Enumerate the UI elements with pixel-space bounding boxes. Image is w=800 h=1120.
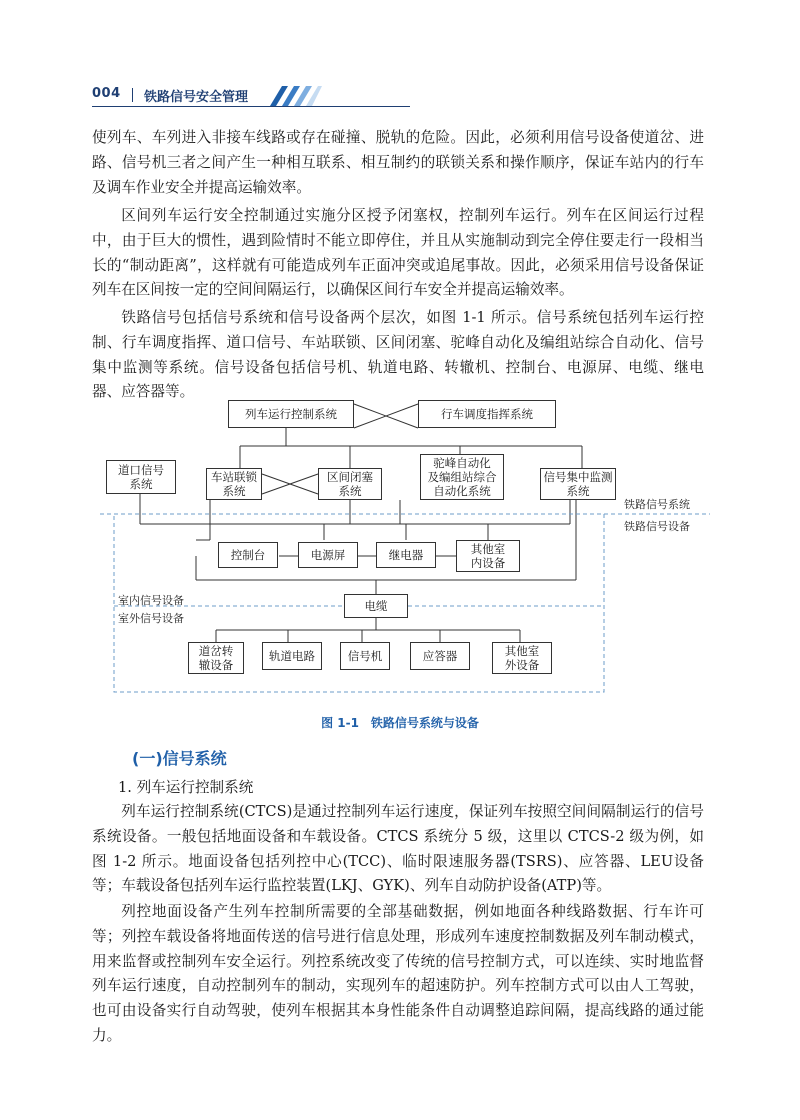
label-signal-system: 铁路信号系统: [624, 498, 690, 511]
header-stripes-icon: [262, 86, 322, 106]
box-other-outdoor: 其他室 外设备: [492, 642, 552, 674]
box-cable: 电缆: [344, 594, 408, 618]
header-rule: [92, 106, 410, 107]
box-console: 控制台: [218, 542, 278, 568]
section-heading: (一)信号系统: [132, 749, 227, 768]
book-title: 铁路信号安全管理: [144, 90, 249, 105]
box-track-circuit: 轨道电路: [262, 642, 322, 670]
page-header: [0, 0, 800, 110]
paragraph: 列控地面设备产生列车控制所需要的全部基础数据，例如地面各种线路数据、行车许可等；列控车载设备将地面传送的信号进行信息处理，形成列车速度控制数据及列车制动模式，用来监督或控制列车安全运行。列控系统改变了传统的信号控制方式，可以连续、实时地监督列车运行速度，自动控制列车的制动，实现列车的超速防护。列车控制方式可以由人工驾驶，也可由设备实行自动驾驶，使列车根据其本身性能条件自动调整追踪间隔，提高线路的通过能力。: [92, 903, 704, 1044]
subsection-heading: 1. 列车运行控制系统: [118, 779, 254, 796]
box-monitoring: 信号集中监测 系统: [540, 468, 616, 500]
box-crossing: 道口信号 系统: [106, 460, 176, 494]
header-separator: [132, 88, 133, 102]
paragraph: 使列车、车列进入非接车线路或存在碰撞、脱轨的危险。因此，必须利用信号设备使道岔、进路、信号机三者之间产生一种相互联系、相互制约的联锁关系和操作顺序，保证车站内的行车及调车作业安全并提高运输效率。: [92, 129, 704, 196]
signal-system-diagram: [100, 398, 710, 708]
box-interlocking: 车站联锁 系统: [206, 468, 262, 500]
label-signal-equipment: 铁路信号设备: [624, 520, 690, 533]
figure-caption: 图 1-1 铁路信号系统与设备: [321, 716, 479, 730]
box-train-control: 列车运行控制系统: [228, 400, 354, 428]
box-switch-device: 道岔转 辙设备: [188, 642, 244, 674]
box-balise: 应答器: [410, 642, 470, 670]
page-number: 004: [92, 86, 121, 101]
box-relay: 继电器: [376, 542, 436, 568]
paragraph: 铁路信号包括信号系统和信号设备两个层次，如图 1-1 所示。信号系统包括列车运行控制、行车调度指挥、道口信号、车站联锁、区间闭塞、驼峰自动化及编组站综合自动化、信号集中监测等系统。信号设备包括信号机、轨道电路、转辙机、控制台、电源屏、电缆、继电器、应答器等。: [92, 309, 704, 401]
label-indoor: 室内信号设备: [118, 594, 184, 607]
box-dispatch: 行车调度指挥系统: [418, 400, 556, 428]
box-other-indoor: 其他室 内设备: [456, 540, 520, 572]
box-block: 区间闭塞 系统: [318, 468, 382, 500]
paragraph: 区间列车运行安全控制通过实施分区授予闭塞权，控制列车运行。列车在区间运行过程中，由于巨大的惯性，遇到险情时不能立即停住，并且从实施制动到完全停住要走行一段相当长的“制动距离”，这样就有可能造成列车正面冲突或追尾事故。因此，必须采用信号设备保证列车在区间按一定的空间间隔运行，以确保区间行车安全并提高运输效率。: [92, 207, 704, 299]
paragraph: 列车运行控制系统(CTCS)是通过控制列车运行速度，保证列车按照空间间隔制运行的信号系统设备。一般包括地面设备和车载设备。CTCS 系统分 5 级，这里以 CTCS-2 级为例，如图 1-2 所示。地面设备包括列控中心(TCC)、临时限速服务器(TSRS)、应答器、LEU设备等；车载设备包括列车运行监控装置(LKJ、GYK)、列车自动防护设备(ATP)等。: [92, 803, 704, 895]
box-power-panel: 电源屏: [298, 542, 358, 568]
box-signal: 信号机: [340, 642, 390, 670]
box-hump: 驼峰自动化 及编组站综合 自动化系统: [420, 454, 504, 500]
label-outdoor: 室外信号设备: [118, 612, 184, 625]
